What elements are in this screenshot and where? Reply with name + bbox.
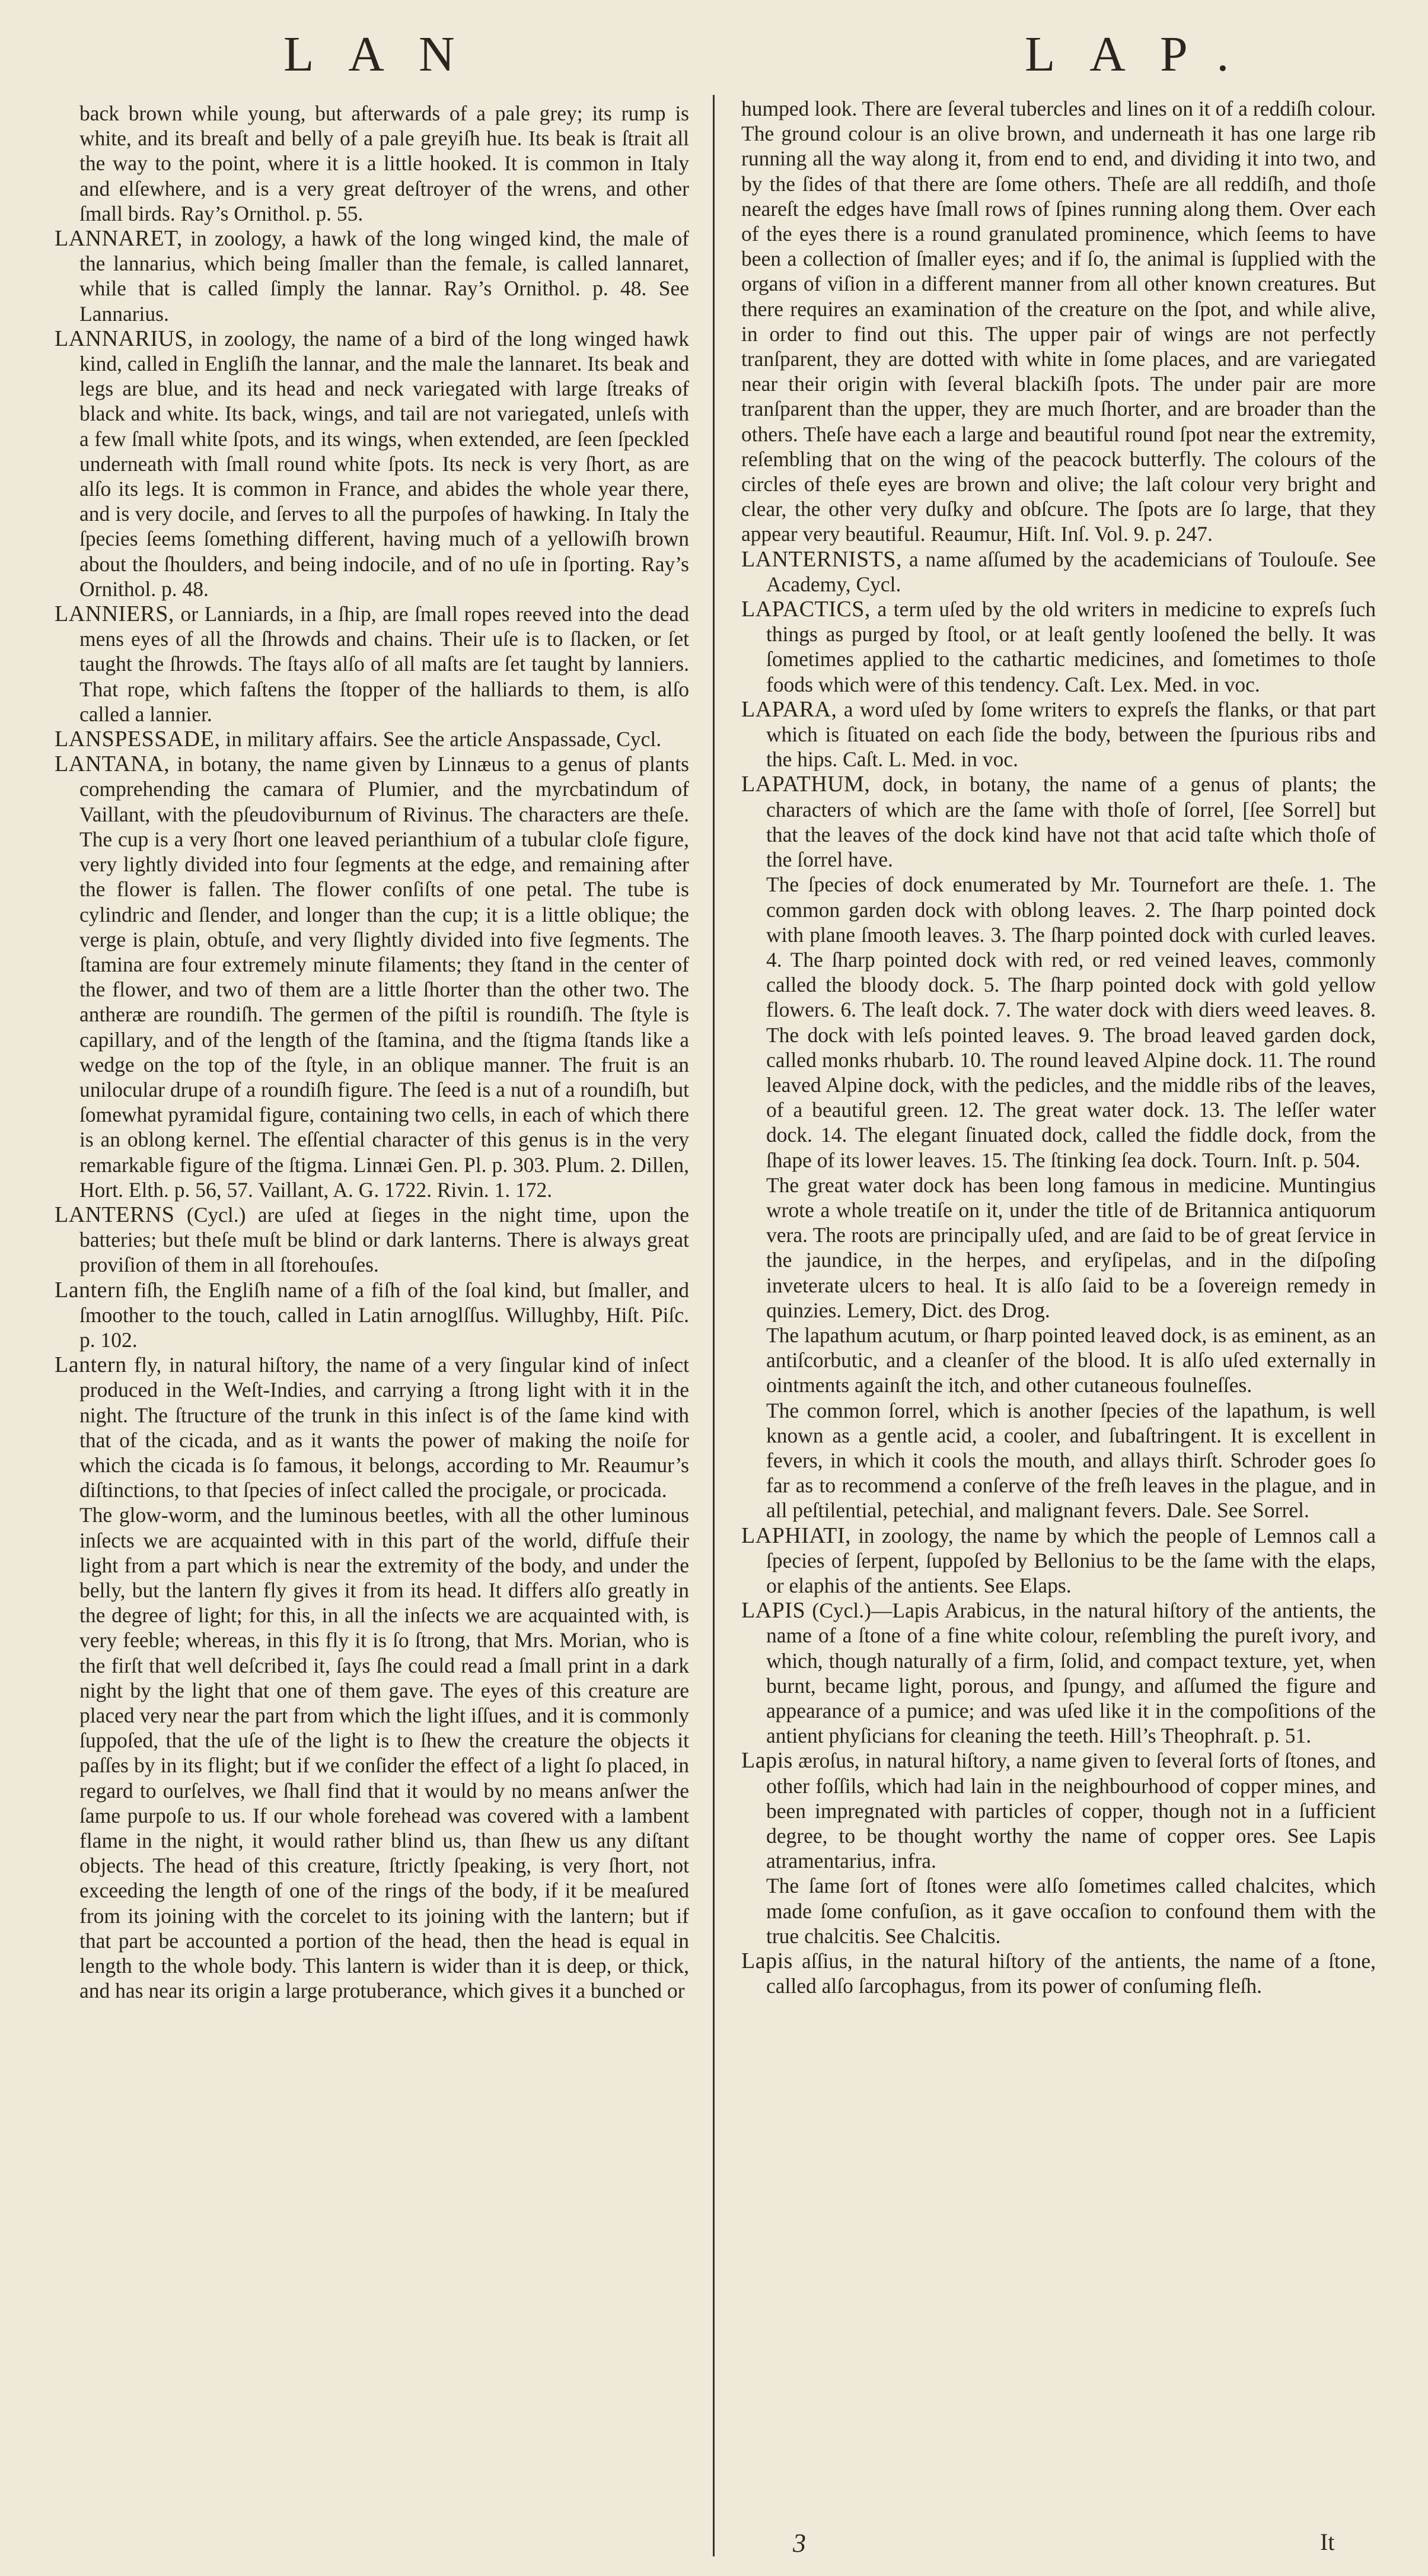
dictionary-entry	[55, 1278, 689, 1353]
entry-text: fly, in natural hiſtory, the name of a very ſingular kind of inſect produced in the Weſt-Indies, and carrying a ſtrong light with it in the night. The ſtructure of the trunk in this inſect is of the ſame kind with that of the cicada, and as it wants the power of making the noiſe for which the cicada is ſo famous, it belongs, according to Mr. Reaumur’s diſtinctions, to that ſpecies of inſect called the procigale, or procicada.	[79, 1353, 689, 1502]
entry-paragraph: The glow-worm, and the luminous beetles, with all the other luminous inſects we are acquainted with in this part of the world, diffuſe their light from a part which is near the extremity of the body, and under the belly, but the lantern fly gives it from its head. It differs alſo greatly in the degree of light; for this, in all the inſects we are acquainted with, is very feeble; whereas, in this fly it is ſo ſtrong, that Mrs. Morian, who is the firſt that well deſcribed it, ſays ſhe could read a ſmall print in a dark night by the light that one of them gave. The eyes of this creature are placed very near the part from which the light iſſues, and it is commonly ſuppoſed, that the uſe of the light is to ſhew the creature the objects it paſſes by in its flight; but if we conſider the effect of a light ſo placed, in regard to ourſelves, we ſhall find that it would by no means anſwer the ſame purpoſe to us. If our whole forehead was covered with a lambent flame in the night, it would rather blind us, than ſhew us any diſtant objects. The head of this creature, ſtrictly ſpeaking, is very ſhort, not exceeding the length of one of the rings of the body, if it be meaſured from its joining with the corcelet to its joining with the lantern; but if that part be accounted a portion of the head, then the head is equal in length to the whole body. This lantern is wider than it is deep, or thick, and has near its origin a large protuberance, which gives it a bunched or	[79, 1503, 689, 2003]
entry-headword: LANTANA,	[55, 752, 170, 777]
entry-headword: LANSPESSADE,	[55, 727, 221, 752]
dictionary-entry	[741, 1523, 1376, 1599]
entry-paragraph: back brown while young, but afterwards of a pale grey; its rump is white, and its breaſt and belly of a pale greyiſh hue. Its beak is ſtrait all the way to the point, where it is a little hooked. It is common in Italy and elſewhere, and is a very great deſtroyer of the wrens, and other ſmall birds. Ray’s Ornithol. p. 55.	[79, 101, 689, 225]
entry-headword: Lapis	[741, 1948, 793, 1974]
entry-text: aſſius, in the natural hiſtory of the antients, the name of a ſtone, called alſo ſarcophagus, from its power of conſuming fleſh.	[766, 1949, 1376, 1998]
entry-headword: LAPATHUM,	[741, 772, 871, 797]
entry-paragraph: The common ſorrel, which is another ſpecies of the lapathum, is well known as a gentle acid, a cooler, and ſubaſtringent. It is excellent in fevers, in which it cools the mouth, and allays thirſt. Schroder goes ſo far as to recommend a conſerve of the freſh leaves in the plague, and in all peſtilential, petechial, and malignant fevers. Dale. See Sorrel.	[766, 1398, 1376, 1523]
dictionary-entry	[741, 597, 1376, 697]
entry-headword: LANNIERS,	[55, 601, 174, 627]
dictionary-entry	[55, 226, 689, 326]
entry-headword: LANTERNS	[55, 1202, 175, 1227]
entry-headword: LANNARIUS,	[55, 326, 194, 351]
entry-headword: LANTERNISTS,	[741, 546, 902, 572]
running-head-right: LAP.	[1025, 27, 1264, 82]
right-column	[741, 96, 1376, 1998]
dictionary-entry	[55, 326, 689, 601]
entry-text: æroſus, in natural hiſtory, a name given to ſeveral ſorts of ſtones, and other foſſils, which had lain in the neighbourhood of copper mines, and been impregnated with particles of copper, though not in a ſufficient degree, to be thought worthy the name of copper ores. See Lapis atramentarius, infra.	[766, 1749, 1376, 1873]
entry-headword: Lapis	[741, 1748, 793, 1773]
entry-text: in botany, the name given by Linnæus to a genus of plants comprehending the camara of Plumier, and the myrcbatindum of Vaillant, with the pſeudoviburnum of Rivinus. The characters are theſe. The cup is a very ſhort one leaved perianthium of a tubular cloſe figure, very lightly divided into four ſegments at the edge, and remaining after the flower is fallen. The flower conſiſts of one petal. The tube is cylindric and ſlender, and longer than the cup; it is a little oblique; the verge is plain, obtuſe, and very ſlightly divided into five ſegments. The ſtamina are four extremely minute filaments; they ſtand in the center of the flower, and two of them are a little ſhorter than the other two. The antheræ are roundiſh. The germen of the piſtil is roundiſh. The ſtyle is capillary, and of the length of the ſtamina, and the ſtigma ſtands like a wedge on the top of the ſtyle, in an oblique manner. The fruit is an unilocular drupe of a roundiſh figure. The ſeed is a nut of a roundiſh, but ſomewhat pyramidal figure, containing two cells, in each of which there is an oblong kernel. The eſſential character of this genus is in the very remarkable figure of the ſtigma. Linnæi Gen. Pl. p. 303. Plum. 2. Dillen, Hort. Elth. p. 56, 57. Vaillant, A. G. 1722. Rivin. 1. 172.	[79, 752, 689, 1202]
entry-headword: LAPIS	[741, 1598, 806, 1623]
entry-headword: LAPARA,	[741, 696, 837, 722]
entry-text: in zoology, the name by which the people of Lemnos call a ſpecies of ſerpent, ſuppoſed by Bellonius to be the ſame with the elaps, or elaphis of the antients. See Elaps.	[766, 1523, 1376, 1597]
entry-paragraph: The great water dock has been long famous in medicine. Muntingius wrote a whole treatiſe on it, under the title of de Britannica antiquorum vera. The roots are principally uſed, and are ſaid to be of great ſervice in the jaundice, in the herpes, and eryſipelas, and in the diſpoſing inveterate ulcers to heal. It is alſo ſaid to be a ſovereign remedy in quinzies. Lemery, Dict. des Drog.	[766, 1173, 1376, 1322]
dictionary-entry	[55, 752, 689, 1202]
entry-headword: Lantern	[55, 1277, 127, 1303]
entry-text: dock, in botany, the name of a genus of plants; the characters of which are the ſame with thoſe of ſorrel, [ſee Sorrel] but that the leaves of the dock kind have not that acid taſte which thoſe of the ſorrel have.	[766, 772, 1376, 872]
catchword: It	[1320, 2529, 1335, 2555]
entry-paragraph: The ſpecies of dock enumerated by Mr. Tournefort are theſe. 1. The common garden dock with oblong leaves. 2. The ſharp pointed dock with plane ſmooth leaves. 3. The ſharp pointed dock with curled leaves. 4. The ſharp pointed dock with red, or red veined leaves, commonly called the bloody dock. 5. The ſharp pointed dock with gold yellow flowers. 6. The leaſt dock. 7. The water dock with diers weed leaves. 8. The dock with leſs pointed leaves. 9. The broad leaved garden dock, called monks rhubarb. 10. The round leaved Alpine dock. 11. The round leaved Alpine dock, with the pedicles, and the middle ribs of the leaves, of a beautiful green. 12. The great water dock. 13. The leſſer water dock. 14. The elegant ſinuated dock, called the fiddle dock, from the ſhape of its lower leaves. 15. The ſtinking ſea dock. Tourn. Inſt. p. 504.	[766, 873, 1376, 1172]
column-divider	[713, 95, 715, 2556]
dictionary-entry	[741, 1598, 1376, 1748]
entry-text: a name aſſumed by the academicians of Toulouſe. See Academy, Cycl.	[766, 547, 1376, 596]
entry-text: (Cycl.)—Lapis Arabicus, in the natural hiſtory of the antients, the name of a ſtone of a fine white colour, reſembling the pureſt ivory, and which, though naturally of a firm, ſolid, and compact texture, yet, when burnt, became light, porous, and ſpungy, and aſſumed the figure and appearance of a pumice; and was uſed like it in the compoſitions of the antient phyſicians for cleaning the teeth. Hill’s Theophraſt. p. 51.	[766, 1599, 1376, 1748]
dictionary-entry	[741, 772, 1376, 872]
continued-paragraph: humped look. There are ſeveral tubercles and lines on it of a reddiſh colour. The ground colour is an olive brown, and underneath it has one large rib running all the way along it, from end to end, and dividing it into two, and by the ſides of that there are ſome others. Theſe are all reddiſh, and thoſe neareſt the edges have ſmall rows of ſpines running along them. Over each of the eyes there is a round granulated prominence, which ſeems to have been a collection of ſmaller eyes; and if ſo, the animal is ſupplied with the organs of viſion in a different manner from all other known creatures. But there requires an examination of the creature on the ſpot, and while alive, in order to find out this. The upper pair of wings are not perfectly tranſparent, they are dotted with white in ſome places, and are variegated near their origin with ſeveral blackiſh ſpots. The under pair are more tranſparent than the upper, they are much ſhorter, and are broader than the others. Theſe have each a large and beautiful round ſpot near the extremity, reſembling that on the wing of the peacock butterfly. The colours of the circles of theſe eyes are brown and olive; the laſt colour very bright and clear, the other very duſky and obſcure. The ſpots are ſo large, that they appear very beautiful. Reaumur, Hiſt. Inſ. Vol. 9. p. 247.	[741, 97, 1376, 546]
left-column	[55, 101, 689, 2003]
entry-headword: LAPHIATI,	[741, 1523, 851, 1548]
dictionary-entry	[741, 697, 1376, 772]
dictionary-entry	[55, 727, 689, 752]
signature-mark: 3	[793, 2529, 806, 2558]
running-head-left: LAN	[283, 27, 489, 82]
dictionary-entry	[741, 1748, 1376, 1873]
entry-headword: Lantern	[55, 1352, 127, 1378]
dictionary-entry	[741, 547, 1376, 597]
entry-text: or Lanniards, in a ſhip, are ſmall ropes reeved into the dead mens eyes of all the ſhrowds and chains. Their uſe is to ſlacken, or ſet taught the ſhrowds. The ſtays alſo of all maſts are ſet taught by lanniers. That rope, which faſtens the ſtopper of the halliards to them, is alſo called a lannier.	[79, 602, 689, 726]
dictionary-entry	[741, 1948, 1376, 1998]
entry-text: in zoology, the name of a bird of the long winged hawk kind, called in Engliſh the lannar, and the male the lannaret. Its beak and legs are blue, and its head and neck variegated with large ſtreaks of black and white. Its back, wings, and tail are not variegated, unleſs with a few ſmall white ſpots, and its wings, when extended, are ſeen ſpeckled underneath with ſmall round white ſpots. Its neck is very ſhort, as are alſo its legs. It is common in France, and abides the whole year there, and is very docile, and ſerves to all the purpoſes of hawking. In Italy the ſpecies ſeems ſomething different, having much of a yellowiſh brown about the ſhoulders, and being indocile, and of no uſe in ſporting. Ray’s Ornithol. p. 48.	[79, 326, 689, 601]
dictionary-entry	[55, 1202, 689, 1278]
entry-headword: LANNARET,	[55, 226, 183, 251]
entry-text: in zoology, a hawk of the long winged kind, the male of the lannarius, which being ſmaller than the female, is called lannaret, while that is called ſimply the lannar. Ray’s Ornithol. p. 48. See Lannarius.	[79, 227, 689, 326]
entry-paragraph: The lapathum acutum, or ſharp pointed leaved dock, is as eminent, as an antiſcorbutic, and a cleanſer of the blood. It is alſo uſed externally in ointments againſt the itch, and other cutaneous foulneſſes.	[766, 1323, 1376, 1397]
entry-paragraph: The ſame ſort of ſtones were alſo ſometimes called chalcites, which made ſome confuſion, as it gave occaſion to confound them with the true chalcitis. See Chalcitis.	[766, 1874, 1376, 1948]
entry-headword: LAPACTICS,	[741, 597, 871, 622]
dictionary-entry	[55, 1352, 689, 1502]
entry-text: a term uſed by the old writers in medicine to expreſs ſuch things as purged by ſtool, or at leaſt gently looſened the belly. It was ſometimes applied to the cathartic medicines, and ſometimes to thoſe foods which were of this tendency. Caſt. Lex. Med. in voc.	[766, 597, 1376, 696]
entry-text: in military affairs. See the article Anspassade, Cycl.	[220, 727, 662, 752]
entry-text: a word uſed by ſome writers to expreſs the flanks, or that part which is ſituated on each ſide the body, between the ſpurious ribs and the hips. Caſt. L. Med. in voc.	[766, 697, 1376, 772]
dictionary-entry	[55, 601, 689, 727]
entry-text: (Cycl.) are uſed at ſieges in the night time, upon the batteries; but theſe muſt be blind or dark lanterns. There is always great proviſion of them in all ſtorehouſes.	[79, 1202, 689, 1277]
entry-text: fiſh, the Engliſh name of a fiſh of the ſoal kind, but ſmaller, and ſmoother to the touch, called in Latin arnoglſſus. Willughby, Hiſt. Piſc. p. 102.	[79, 1278, 689, 1352]
